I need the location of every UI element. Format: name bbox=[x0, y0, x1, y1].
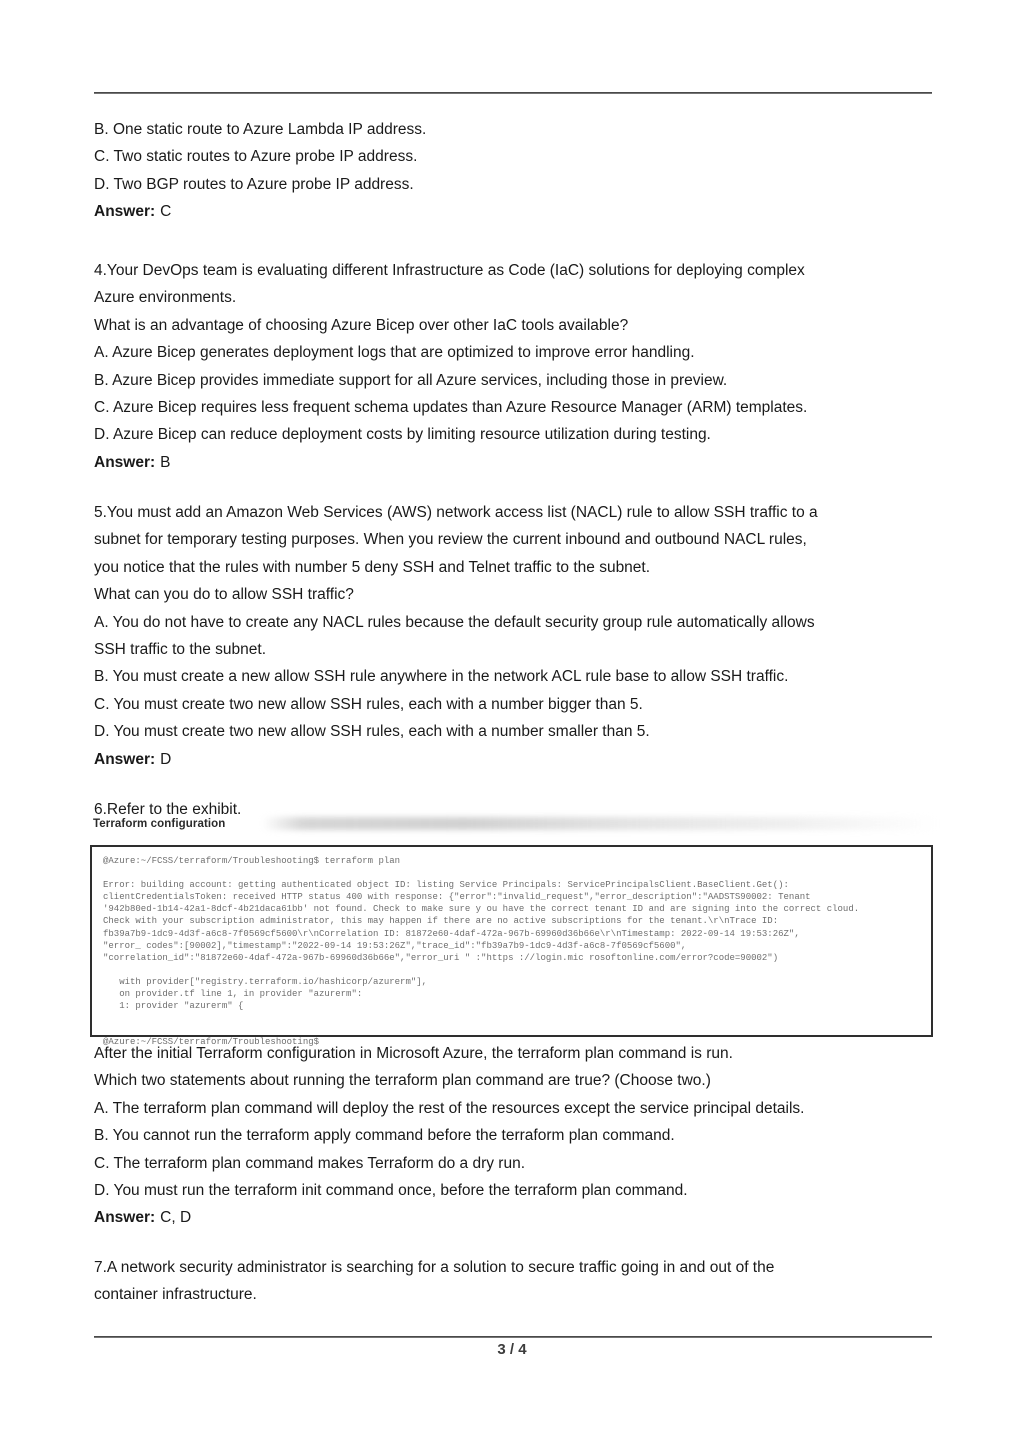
text-line: B. One static route to Azure Lambda IP address. bbox=[94, 121, 427, 138]
text-line: B. You must create a new allow SSH rule anywhere in the network ACL rule base to allow SSH traffic. bbox=[94, 668, 789, 686]
answer-row bbox=[94, 746, 940, 773]
terminal-line: Error: building account: getting authenticated object ID: listing Service Principals: ServicePrincipalsClient.BaseClient.Get(): bbox=[103, 880, 789, 891]
text-line: 5.You must add an Amazon Web Services (AWS) network access list (NACL) rule to allow SSH traffic to a bbox=[94, 504, 818, 521]
text-line: Which two statements about running the terraform plan command are true? (Choose two.) bbox=[94, 1072, 711, 1090]
text-line: A. Azure Bicep generates deployment logs that are optimized to improve error handling. bbox=[94, 344, 695, 362]
text-line: What is an advantage of choosing Azure Bicep over other IaC tools available? bbox=[94, 316, 629, 334]
question-7 bbox=[94, 1254, 940, 1309]
text-line: D. Azure Bicep can reduce deployment costs by limiting resource utilization during testing. bbox=[94, 426, 711, 444]
text-line: A. You do not have to create any NACL rules because the default security group rule automatically allows bbox=[94, 613, 815, 631]
terminal-line bbox=[103, 867, 927, 879]
answer-row bbox=[94, 198, 940, 225]
text-line: After the initial Terraform configuration in Microsoft Azure, the terraform plan command is run. bbox=[94, 1045, 733, 1062]
text-line: B. Azure Bicep provides immediate support for all Azure services, including those in preview. bbox=[94, 371, 728, 389]
text-line: C. Azure Bicep requires less frequent schema updates than Azure Resource Manager (ARM) templates. bbox=[94, 399, 808, 417]
terminal-line: fb39a7b9-1dc9-4d3f-a6c8-7f0569cf5600\r\nCorrelation ID: 81872e60-4daf-472a-967b-69960d36b66e\r\nTimestamp: 2022-09-14 19:53:26Z", bbox=[103, 928, 800, 939]
answer-row bbox=[94, 449, 940, 476]
text-line: C. The terraform plan command makes Terraform do a dry run. bbox=[94, 1154, 526, 1172]
terminal-line bbox=[103, 1012, 927, 1024]
page-number: 3 / 4 bbox=[497, 1341, 527, 1358]
text-line: C. You must create two new allow SSH rules, each with a number bigger than 5. bbox=[94, 695, 643, 713]
text-line: 7.A network security administrator is searching for a solution to secure traffic going in and out of the bbox=[94, 1259, 775, 1276]
text-line: A. The terraform plan command will deploy the rest of the resources except the service principal details. bbox=[94, 1099, 805, 1117]
text-line: D. You must run the terraform init command once, before the terraform plan command. bbox=[94, 1182, 688, 1200]
answer-value: C, D bbox=[160, 1209, 192, 1227]
question-6-body bbox=[94, 1040, 940, 1232]
question-5 bbox=[94, 499, 940, 773]
terminal-line bbox=[103, 964, 927, 976]
terminal-line: "correlation_id":"81872e60-4daf-472a-967b-69960d36b66e","error_uri " :"https ://login.mic rosoftonline.com/error?code=90002") bbox=[103, 952, 779, 963]
text-line: D. You must create two new allow SSH rules, each with a number smaller than 5. bbox=[94, 723, 650, 741]
answer-value: C bbox=[160, 203, 172, 221]
text-line: Azure environments. bbox=[94, 289, 237, 307]
question-3-options bbox=[94, 116, 940, 226]
top-divider bbox=[94, 92, 932, 94]
terminal-line: @Azure:~/FCSS/terraform/Troubleshooting$ bbox=[103, 1037, 320, 1048]
terminal-exhibit bbox=[90, 845, 933, 1048]
redaction-watermark bbox=[262, 817, 938, 830]
terminal-line bbox=[103, 1024, 927, 1036]
text-line: What can you do to allow SSH traffic? bbox=[94, 586, 354, 604]
answer-value: D bbox=[160, 750, 172, 768]
question-4 bbox=[94, 257, 940, 476]
answer-label: Answer: bbox=[94, 1209, 156, 1227]
answer-label: Answer: bbox=[94, 453, 156, 471]
exhibit-label: Terraform configuration bbox=[93, 818, 226, 830]
text-line: SSH traffic to the subnet. bbox=[94, 641, 267, 659]
terminal-line: 1: provider "azurerm" { bbox=[103, 1001, 244, 1012]
question-6-title: 6.Refer to the exhibit. bbox=[94, 801, 242, 818]
answer-value: B bbox=[160, 453, 171, 471]
terminal-line: '942b80ed-1b14-42a1-8dcf-4b21daca61bb' not found. Check to make sure y ou have the correct tenant ID and are signing into the correct cloud. bbox=[103, 904, 860, 915]
answer-row bbox=[94, 1204, 940, 1231]
text-line: you notice that the rules with number 5 deny SSH and Telnet traffic to the subnet. bbox=[94, 558, 651, 576]
text-line: container infrastructure. bbox=[94, 1286, 257, 1304]
terminal-line: @Azure:~/FCSS/terraform/Troubleshooting$ terraform plan bbox=[103, 856, 401, 866]
text-line: subnet for temporary testing purposes. When you review the current inbound and outbound NACL rules, bbox=[94, 531, 807, 549]
terminal-line: clientCredentialsToken: received HTTP status 400 with response: {"error":"invalid_request","error_description":"AADSTS90002: Tenant bbox=[103, 892, 811, 903]
answer-label: Answer: bbox=[94, 750, 156, 768]
terminal-line: with provider["registry.terraform.io/hashicorp/azurerm"], bbox=[103, 976, 428, 987]
text-line: B. You cannot run the terraform apply command before the terraform plan command. bbox=[94, 1127, 675, 1145]
text-line: D. Two BGP routes to Azure probe IP address. bbox=[94, 175, 414, 193]
terminal-line: "error_ codes":[90002],"timestamp":"2022-09-14 19:53:26Z","trace_id":"fb39a7b9-1dc9-4d3f-a6c8-7f0569cf5600", bbox=[103, 940, 687, 951]
text-line: 4.Your DevOps team is evaluating different Infrastructure as Code (IaC) solutions for deploying complex bbox=[94, 262, 805, 279]
bottom-divider bbox=[94, 1336, 932, 1338]
terminal-line: Check with your subscription administrator, this may happen if there are no active subscriptions for the tenant.\r\nTrace ID: bbox=[103, 916, 779, 927]
terminal-line: on provider.tf line 1, in provider "azurerm": bbox=[103, 989, 363, 1000]
answer-label: Answer: bbox=[94, 203, 156, 221]
text-line: C. Two static routes to Azure probe IP address. bbox=[94, 148, 418, 166]
